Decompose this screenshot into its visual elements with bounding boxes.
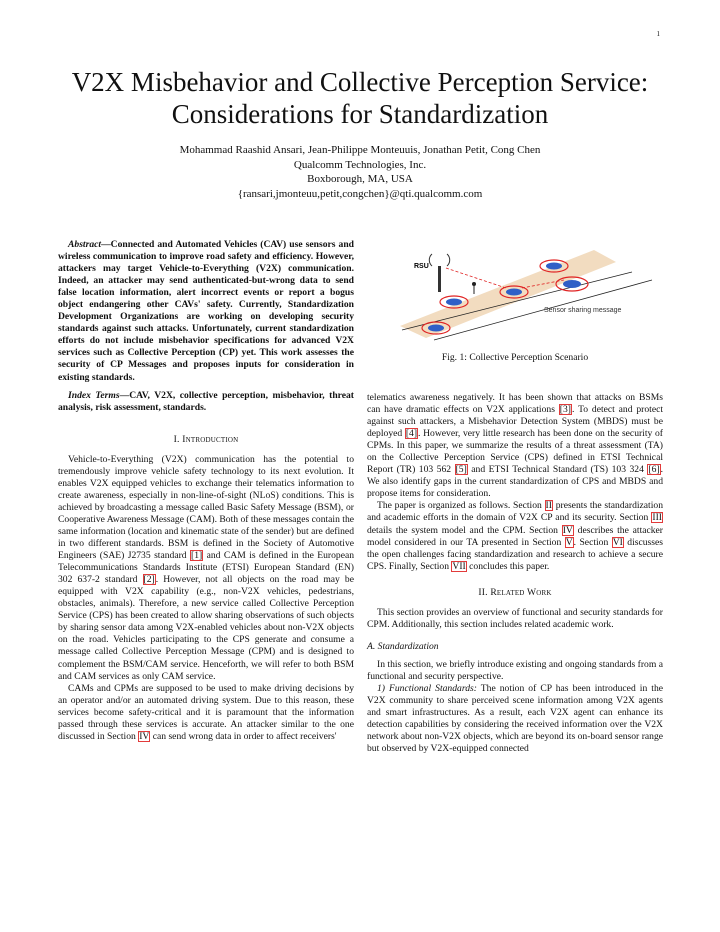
location: Boxborough, MA, USA [307, 173, 413, 185]
abstract [58, 239, 354, 384]
index-terms-label: Index Terms [68, 389, 120, 401]
paper-title: V2X Misbehavior and Collective Perception Service: Considerations for Standardization [71, 67, 649, 129]
affiliation: Qualcomm Technologies, Inc. [293, 158, 427, 171]
abstract-label: Abstract [68, 239, 102, 250]
citation-link[interactable]: [5] [455, 464, 467, 476]
right-paragraph-2: The paper is organized as follows. Section II presents the standardization and academic efforts in the domain of V2X CP and its security. Section III details the system model and the CPM. Section IV describes the attacker model considered in our TA presented in Section V. Section VI discusses the open challenges facing standardization and research to achieve a secure CPS. Finally, Section VII concludes this paper. [367, 500, 664, 572]
section-heading-related-work: II. Related Work [478, 586, 552, 598]
citation-link[interactable]: [1] [191, 550, 203, 562]
functional-standards-paragraph: 1) Functional Standards: The notion of CP has been introduced in the V2X community to share perceived scene information among V2X agents and smart infrastructures. As a result, each V2X agent can enhance its detection capabilities by considering the received information over the V2X network about non-V2X objects, which are beyond its on-board sensor range but observed by V2X-equipped connected [367, 682, 663, 755]
citation-link[interactable]: [4] [405, 428, 418, 440]
right-column [367, 392, 663, 755]
section-heading-introduction: I. Introduction [173, 433, 239, 445]
functional-standards-label: 1) Functional Standards: [377, 682, 477, 694]
author-names: Mohammad Raashid Ansari, Jean-Philippe Monteuuis, Jonathan Petit, Cong Chen [179, 144, 541, 156]
citation-link[interactable]: [3] [559, 404, 571, 416]
section-link[interactable]: VI [612, 536, 623, 548]
section-link[interactable]: IV [139, 730, 150, 742]
section-link[interactable]: II [545, 500, 552, 512]
author-block [0, 143, 720, 201]
rsu-label: RSU [414, 263, 429, 270]
email: {ransari,jmonteuu,petit,congchen}@qti.qualcomm.com [237, 187, 483, 200]
page-number: 1 [656, 30, 660, 38]
right-paragraph-1: telematics awareness negatively. It has been shown that attacks on BSMs can have dramatic effects on V2X applications [3]. To detect and protect against such attackers, a Misbehavior Detection System (MBDS) must be deployed [4]. However, very little research has been done on the security of CPMs. In this paper, we summarize the results of a threat assessment (TA) on the Collective Perception Service (CPS) defined in ETSI Technical Report (TR) 103 562 [5] and ETSI Technical Standard (TS) 103 324 [6]. We also identify gaps in the current standardization of CPS and MBDS and propose items for consideration. [367, 392, 664, 500]
rsu-icon [429, 254, 449, 292]
section-link[interactable]: V [565, 536, 573, 548]
section-link[interactable]: VII [452, 560, 466, 572]
sensor-sharing-label: Sensor sharing message [544, 307, 622, 314]
section-link[interactable]: III [652, 512, 662, 524]
standardization-paragraph: In this section, we briefly introduce existing and ongoing standards from a functional and security perspective. [367, 658, 663, 682]
index-terms [58, 390, 354, 414]
citation-link[interactable]: [6] [648, 464, 660, 476]
citation-link[interactable]: [2] [143, 574, 155, 586]
related-work-paragraph: This section provides an overview of functional and security standards for CPM. Additionally, this section includes related academic work. [367, 606, 663, 630]
collective-perception-figure [394, 244, 664, 344]
subsection-heading-standardization: A. Standardization [367, 640, 439, 652]
section-link[interactable]: IV [562, 524, 573, 536]
pedestrian-icon [472, 282, 476, 294]
abstract-text: —Connected and Automated Vehicles (CAV) use sensors and wireless communication to improve road safety and efficiency. However, attackers may target Vehicle-to-Everything (V2X) communication. Indeed, an attacker may send authenticated-but-wrong data to send false location information, alert incorrect events or report a bogus object endangering other CAVs' safety. Currently, Standardization Development Organizations are working on developing security standards against such attacks. Unfortunately, current standardization efforts do not include misbehavior specifications for advanced V2X services such as Collective Perception (CP) yet. This work assesses the security of CP Messages and proposes inputs for consideration in existing standards. [58, 239, 354, 383]
index-terms-text: —CAV, V2X, collective perception, misbehavior, threat analysis, risk assessment, standards. [58, 389, 354, 413]
message-arrow [446, 268, 506, 288]
intro-paragraph-1: Vehicle-to-Everything (V2X) communication has the potential to tremendously improve vehicle safety technology to its next evolution. It enables V2X equipped vehicles to exchange their telematics information to create awareness, especially in non-line-of-sight (NLoS) conditions. This is achieved by broadcasting a message called Basic Safety Message (BSM), or Cooperative Awareness Message (CAM). Both of these messages contain the same information (location and kinematic state of the sender) but are defined in two different standards. BSM is defined in the Society of Automotive Engineers (SAE) J2735 standard [1] and CAM is defined in the European Telecommunications Standards Institute (ETSI) European Standard (EN) 302 637-2 standard [2]. However, not all objects on the road may be equipped with V2X capability (e.g., non-V2X vehicles, pedestrians, obstacles, animals). Therefore, a new service called Collective Perception Service (CPS) has been created to allow sharing observations of such objects by sharing sensor data among V2X-enabled vehicles about non-V2X objects on the road. Vehicles participating to the CPS generate and consume a message called Collective Perception Message (CPM) and is designed to complement the BSM/CAM service. Henceforth, we will refer to both BSM and CAM services as only CAM service. [58, 453, 355, 682]
left-column [58, 239, 354, 743]
intro-paragraph-2: CAMs and CPMs are supposed to be used to make driving decisions by an operator and/or an automated driving system. Due to this reason, these services become safety-critical and it is paramount that the information passed through these services is accurate. An attacker similar to the one discussed in Section IV can send wrong data in order to affect receivers' [58, 682, 354, 742]
figure-caption: Fig. 1: Collective Perception Scenario [441, 352, 589, 363]
